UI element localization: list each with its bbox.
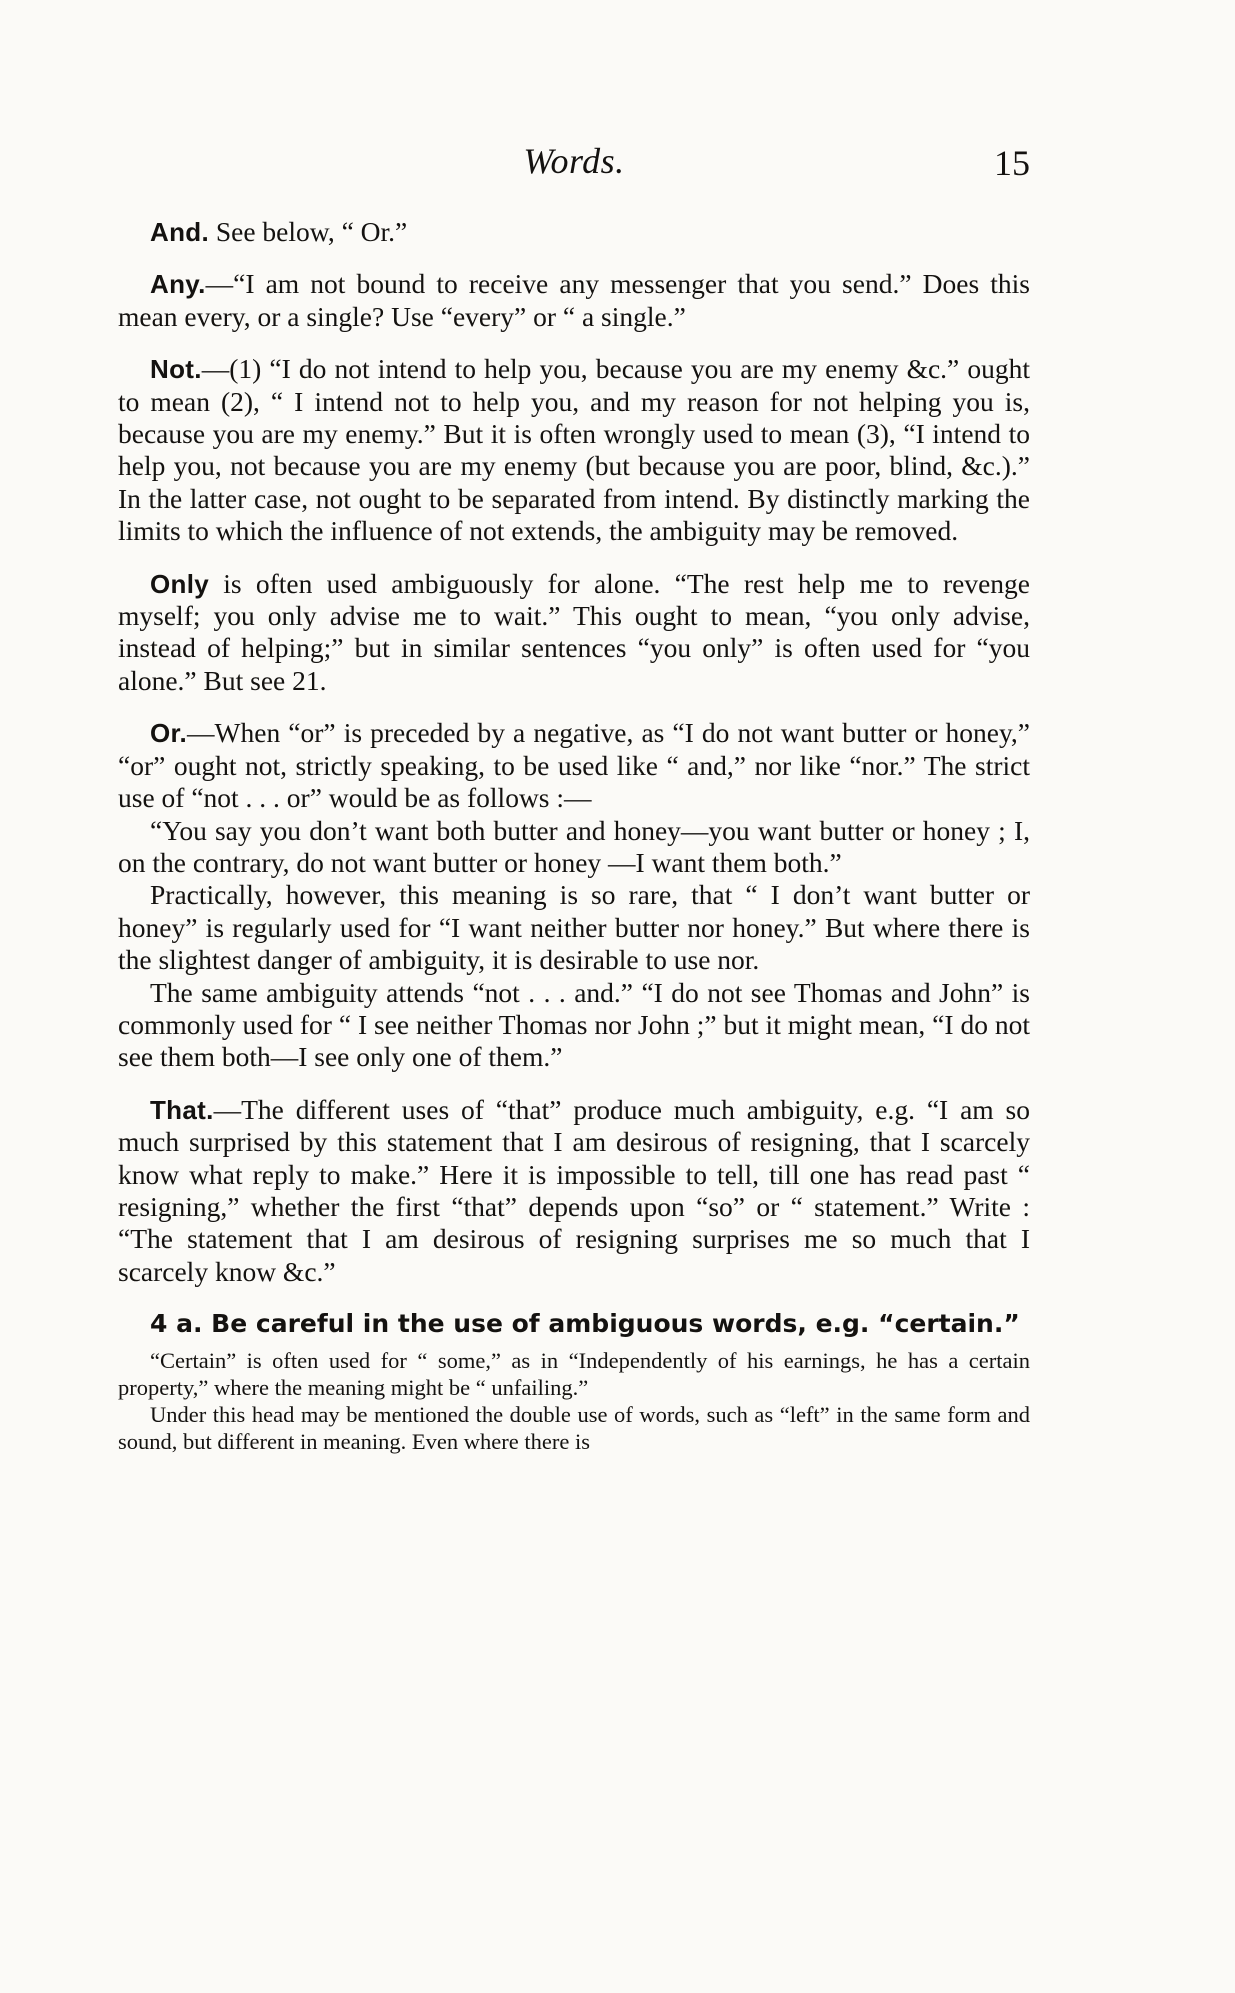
entry-text: —When “or” is preceded by a negative, as “I do not want butter or honey,” “or” ought not, strictly speaking, to be used like “ and,” nor like “nor.” The strict use of “not . . . or” would be as follows :—: [118, 717, 1030, 814]
entry-any: [118, 268, 1030, 333]
page-header: [118, 140, 1030, 190]
entry-that: [118, 1094, 1030, 1288]
entry-head: Any.: [150, 269, 206, 300]
entry-head: That.: [150, 1094, 214, 1125]
entry-or: [118, 717, 1030, 1073]
entry-text: is often used ambiguously for alone. “The rest help me to revenge myself; you only advise me to wait.” This ought to mean, “you only advise, instead of helping;” but in similar sentences “you only” is often used for “you alone.” But see 21.: [118, 567, 1030, 696]
running-title: Words.: [523, 141, 625, 181]
entry-text: —“I am not bound to receive any messenger that you send.” Does this mean every, or a single? Use “every” or “ a single.”: [118, 268, 1030, 332]
entry-text: —The different uses of “that” produce much ambiguity, e.g. “I am so much surprised by this statement that I am desirous of resigning, that I scarcely know what reply to make.” Here it is impossible to tell, till one has read past “ resigning,” whether the first “that” depends upon “so” or “ statement.” Write : “The statement that I am desirous of resigning surprises me so much that I scarcely know &c.”: [118, 1093, 1030, 1287]
page-body: [118, 216, 1030, 1455]
entry-paragraph: Practically, however, this meaning is so rare, that “ I don’t want butter or honey” is regularly used for “I want neither butter nor honey.” But where there is the slightest danger of ambiguity, it is desirable to use nor.: [118, 879, 1030, 976]
entry-text: See below, “ Or.”: [215, 216, 408, 247]
entry-head: Not.: [150, 354, 202, 385]
entry-text: —(1) “I do not intend to help you, because you are my enemy &c.” ought to mean (2), “ I intend not to help you, and my reason for not helping you is, because you are my enemy.” But it is often wrongly used to mean (3), “I intend to help you, not because you are my enemy (but because you are poor, blind, &c.).” In the latter case, not ought to be separated from intend. By distinctly marking the limits to which the influence of not extends, the ambiguity may be removed.: [118, 353, 1030, 547]
rule-heading: 4 a. Be careful in the use of ambiguous words, e.g. “certain.”: [150, 1309, 1020, 1339]
rule-note: Under this head may be mentioned the double use of words, such as “left” in the same form and sound, but different in meaning. Even where there is: [118, 1401, 1030, 1454]
entry-and: [118, 216, 1030, 248]
entry-head: Only: [150, 568, 209, 599]
entry-head: Or.: [150, 718, 188, 749]
entry-only: [118, 568, 1030, 698]
entry-paragraph: The same ambiguity attends “not . . . and.” “I do not see Thomas and John” is commonly used for “ I see neither Thomas nor John ;” but it might mean, “I do not see them both—I see only one of them.”: [118, 976, 1030, 1073]
page-number: 15: [994, 143, 1030, 183]
entry-not: [118, 353, 1030, 547]
entry-head: And.: [150, 217, 209, 247]
rule-note: “Certain” is often used for “ some,” as in “Independently of his earnings, he has a certain property,” where the meaning might be “ unfailing.”: [118, 1347, 1030, 1400]
entry-paragraph: “You say you don’t want both butter and honey—you want butter or honey ; I, on the contrary, do not want butter or honey —I want them both.”: [118, 814, 1030, 878]
